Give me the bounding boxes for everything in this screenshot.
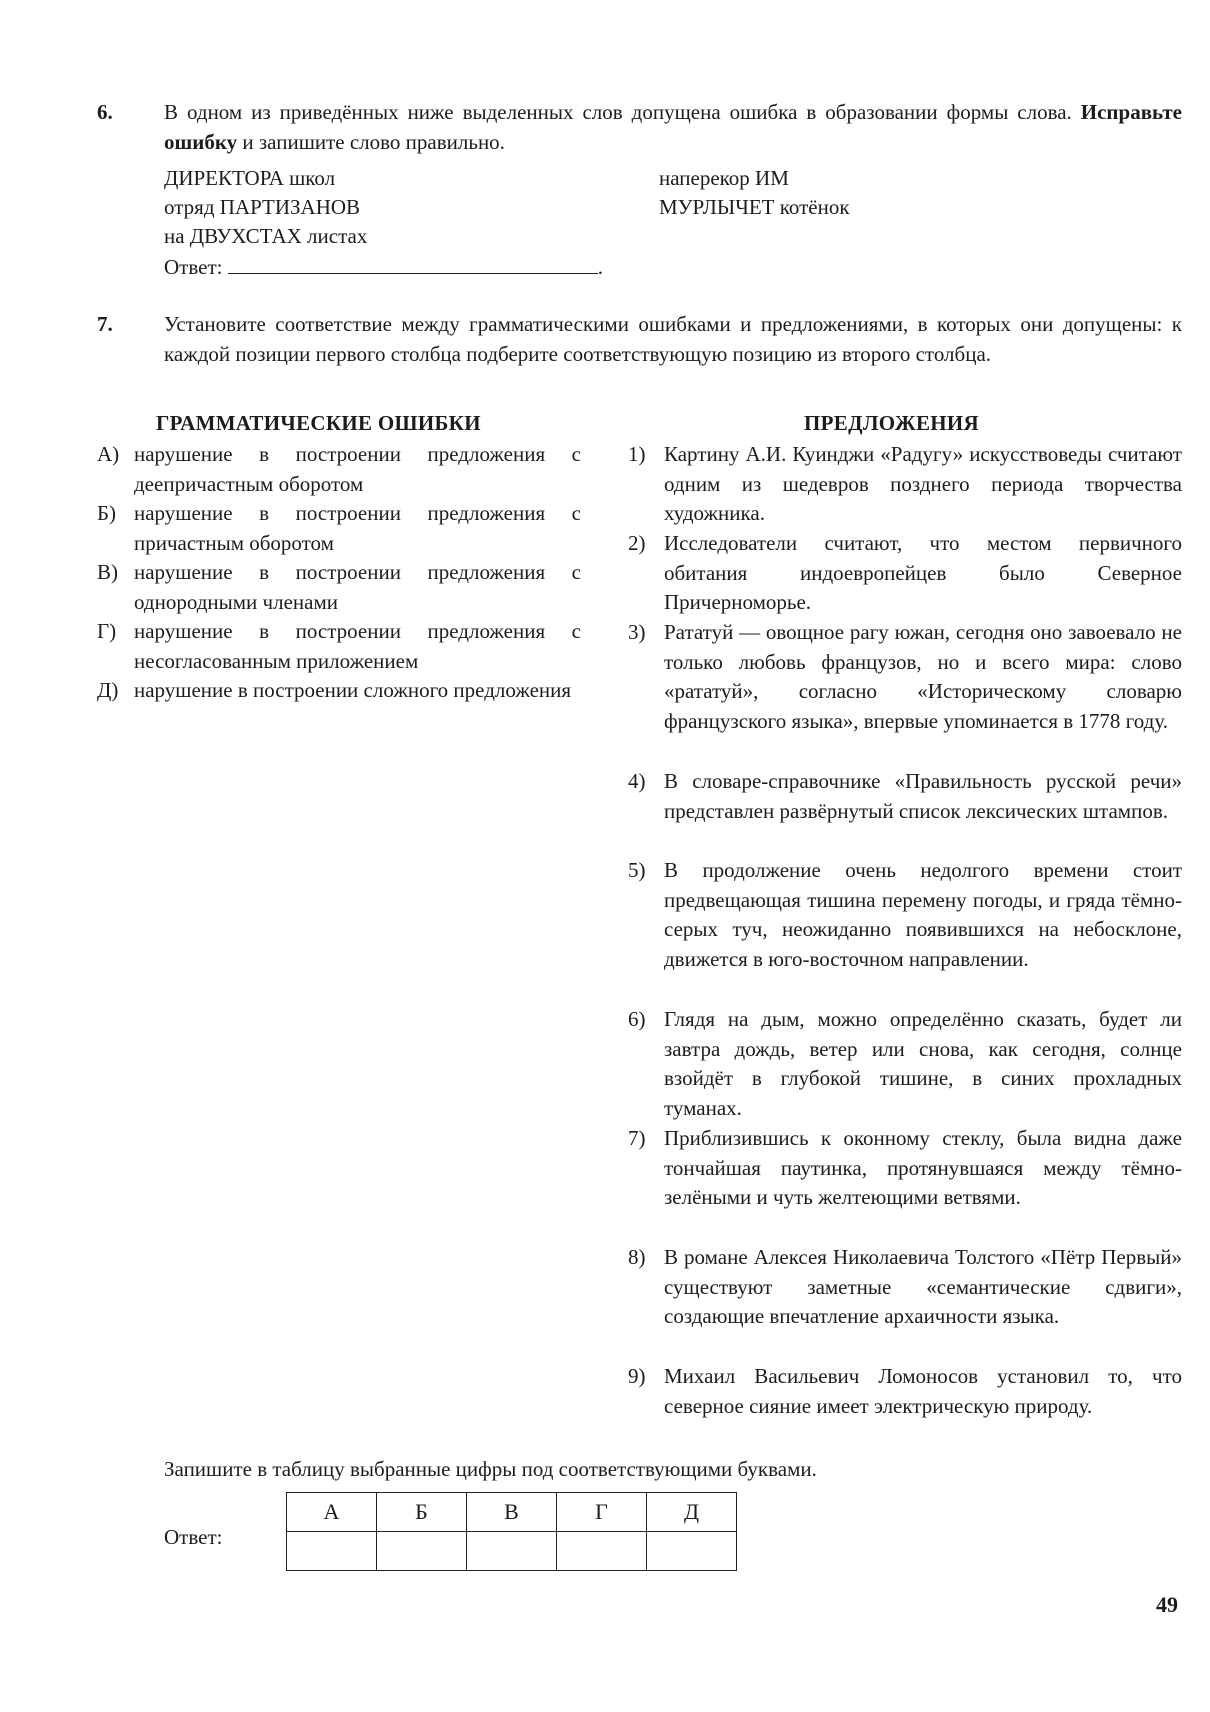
task6-intro [164,98,1182,157]
sentence-text: В продолжение очень недолгого времени стоит предвещающая тишина перемену погоды, и гряда тёмно-серых туч, неожиданно появившихся на небосклоне, движется в юго-восточном направлении. [664,858,1182,971]
answer-cell-d[interactable] [647,1532,737,1571]
error-text: нарушение в построении предложения с деепричастным оборотом [134,442,581,496]
sentences-column-header: ПРЕДЛОЖЕНИЯ [804,411,979,435]
answer-table [286,1492,737,1571]
error-letter: Б) [97,501,117,525]
error-text: нарушение в построении предложения с однородными членами [134,560,581,614]
sentence-text: Картину А.И. Куинджи «Радугу» искусствоведы считают одним из шедевров позднего периода творчества художника. [664,442,1182,525]
error-letter: А) [97,442,120,466]
task6-answer-field[interactable] [228,253,598,274]
sentence-number: 7) [628,1126,646,1150]
answer-cell-v[interactable] [467,1532,557,1571]
sentence-number: 6) [628,1007,646,1031]
task7-number: 7. [97,312,113,336]
error-text: нарушение в построении предложения с причастным оборотом [134,501,581,555]
table-letter-g: Г [557,1493,647,1532]
sentence-text: В словаре-справочнике «Правильность русской речи» представлен развёрнутый список лексических штампов. [664,769,1182,823]
task6-answer-row [164,253,603,283]
errors-column-header: ГРАММАТИЧЕСКИЕ ОШИБКИ [156,411,481,435]
error-letter: Д) [97,678,119,702]
sentence-text: Исследователи считают, что местом первичного обитания индоевропейцев было Северное Причерноморье. [664,531,1182,614]
answer-cell-b[interactable] [377,1532,467,1571]
task6-word-right-2: МУРЛЫЧЕТ котёнок [659,195,850,219]
error-item-g [97,617,581,676]
answer-table-input-row [287,1532,737,1571]
task7-answer-label: Ответ: [164,1525,223,1549]
error-letter: Г) [97,619,117,643]
task6-word-left-2: отряд ПАРТИЗАНОВ [164,195,361,219]
error-item-a [97,440,581,499]
task6-word-left-3: на ДВУХСТАХ листах [164,224,368,248]
sentence-number: 8) [628,1245,646,1269]
page-number: 49 [1156,1592,1178,1617]
sentence-text: Приблизившись к оконному стеклу, была видна даже тончайшая паутинка, протянувшаяся между тёмно-зелёными и чуть желтеющими ветвями. [664,1126,1182,1209]
task6-word-right-1: наперекор ИМ [659,166,789,190]
sentence-number: 1) [628,442,646,466]
task6-word-left-1: ДИРЕКТОРА школ [164,166,336,190]
task6-intro-part2: и запишите слово правильно. [242,129,505,154]
answer-cell-a[interactable] [287,1532,377,1571]
table-letter-a: А [287,1493,377,1532]
sentence-number: 5) [628,858,646,882]
sentence-text: В романе Алексея Николаевича Толстого «Пётр Первый» существуют заметные «семантические сдвиги», создающие впечатление архаичности языка. [664,1245,1182,1328]
task6-number: 6. [97,100,113,124]
task7-intro: Установите соответствие между грамматическими ошибками и предложениями, в которых они допущены: к каждой позиции первого столбца подберите соответствующую позицию из второго столбца. [164,312,1182,366]
sentence-number: 9) [628,1364,646,1388]
answer-table-header-row [287,1493,737,1532]
table-letter-b: Б [377,1493,467,1532]
task6-intro-part1: В одном из приведённых ниже выделенных слов допущена ошибка в образовании формы слова. [164,100,1072,124]
error-text: нарушение в построении предложения с несогласованным приложением [134,619,581,673]
error-text: нарушение в построении сложного предложения [134,678,572,702]
sentence-text: Рататуй — овощное рагу южан, сегодня оно завоевало не только любовь французов, но и всего мира: слово «рататуй», согласно «Историческому словарю французского языка», впервые упоминается в 1778 году. [664,620,1182,733]
sentence-text: Глядя на дым, можно определённо сказать, будет ли завтра дождь, ветер или снова, как сегодня, солнце взойдёт в глубокой тишине, в синих прохладных туманах. [664,1007,1182,1120]
task6-answer-end: . [597,255,603,279]
task6-intro-bold: Исправьте ошибку [164,100,1182,154]
sentence-text: Михаил Васильевич Ломоносов установил то, что северное сияние имеет электрическую природу. [664,1364,1182,1418]
answer-cell-g[interactable] [557,1532,647,1571]
task6-answer-label: Ответ: [164,255,223,279]
sentence-number: 2) [628,531,646,555]
table-letter-d: Д [647,1493,737,1532]
error-item-v [97,558,581,617]
sentence-number: 3) [628,620,646,644]
table-letter-v: В [467,1493,557,1532]
sentence-number: 4) [628,769,646,793]
error-letter: В) [97,560,118,584]
error-item-b [97,499,581,558]
table-instruction: Запишите в таблицу выбранные цифры под соответствующими буквами. [164,1457,817,1481]
error-item-d [97,676,581,735]
